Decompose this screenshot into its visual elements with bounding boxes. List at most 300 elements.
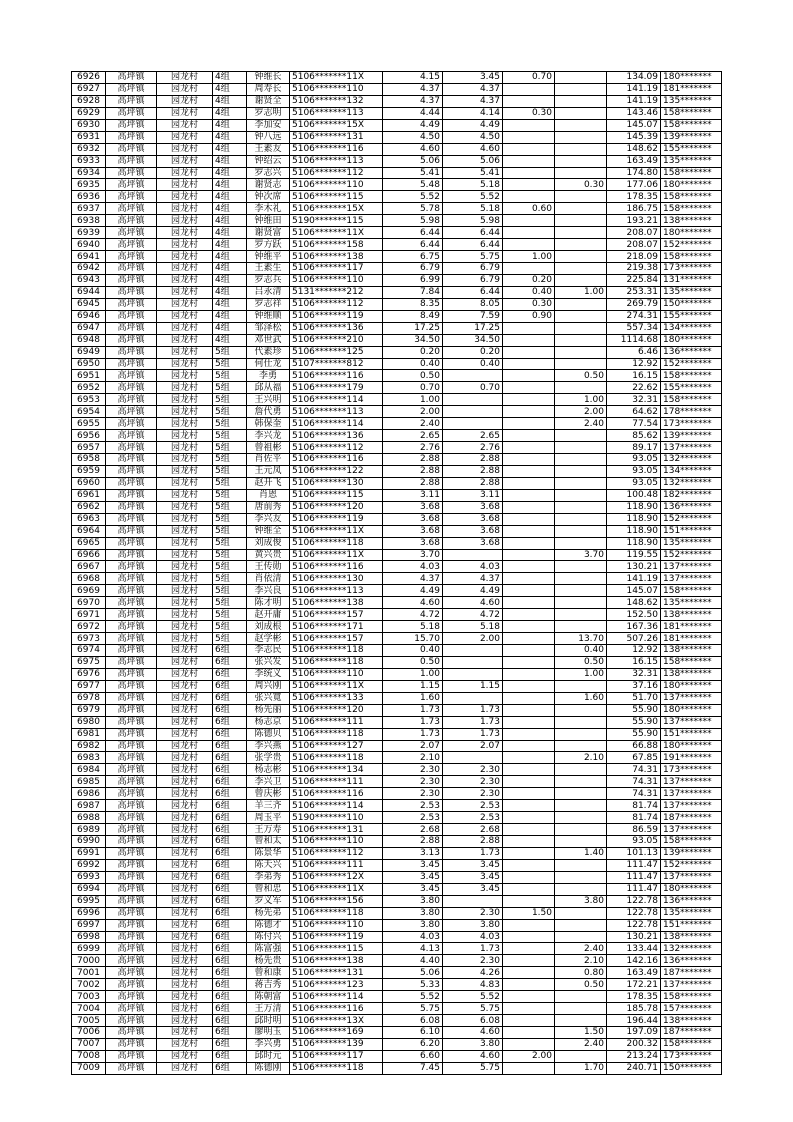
row-number-cell: 6938 bbox=[72, 215, 106, 227]
total-area-cell: 4.15 bbox=[383, 72, 443, 84]
id-number-cell: 5106*******118 bbox=[290, 728, 383, 740]
area-b-cell bbox=[503, 465, 555, 477]
phone-number-cell: 134******* bbox=[661, 322, 722, 334]
total-area-cell: 4.44 bbox=[383, 107, 443, 119]
area-a-cell bbox=[443, 406, 503, 418]
group-name-cell: 4组 bbox=[213, 191, 247, 203]
person-name-cell: 李木礼 bbox=[247, 203, 290, 215]
subsidy-amount-cell: 111.47 bbox=[607, 871, 661, 883]
subsidy-amount-cell: 37.16 bbox=[607, 680, 661, 692]
group-name-cell: 6组 bbox=[213, 907, 247, 919]
area-a-cell: 2.30 bbox=[443, 764, 503, 776]
group-name-cell: 6组 bbox=[213, 680, 247, 692]
table-row bbox=[72, 645, 722, 657]
area-c-cell bbox=[555, 513, 607, 525]
subsidy-amount-cell: 145.39 bbox=[607, 131, 661, 143]
table-row bbox=[72, 1003, 722, 1015]
area-a-cell: 2.53 bbox=[443, 812, 503, 824]
total-area-cell: 6.44 bbox=[383, 239, 443, 251]
table-row bbox=[72, 418, 722, 430]
total-area-cell: 3.68 bbox=[383, 525, 443, 537]
table-row bbox=[72, 621, 722, 633]
id-number-cell: 5106*******125 bbox=[290, 346, 383, 358]
row-number-cell: 6940 bbox=[72, 239, 106, 251]
area-c-cell bbox=[555, 824, 607, 836]
phone-number-cell: 137******* bbox=[661, 573, 722, 585]
row-number-cell: 6953 bbox=[72, 394, 106, 406]
total-area-cell: 6.20 bbox=[383, 1038, 443, 1050]
area-c-cell: 2.40 bbox=[555, 418, 607, 430]
id-number-cell: 5106*******113 bbox=[290, 406, 383, 418]
town-name-cell: 高坪镇 bbox=[106, 728, 157, 740]
subsidy-amount-cell: 141.19 bbox=[607, 95, 661, 107]
subsidy-amount-cell: 119.55 bbox=[607, 549, 661, 561]
id-number-cell: 5106*******115 bbox=[290, 489, 383, 501]
area-a-cell: 3.45 bbox=[443, 859, 503, 871]
area-c-cell bbox=[555, 215, 607, 227]
village-name-cell: 园龙村 bbox=[157, 167, 213, 179]
area-c-cell bbox=[555, 728, 607, 740]
area-a-cell bbox=[443, 692, 503, 704]
area-a-cell: 6.44 bbox=[443, 286, 503, 298]
subsidy-amount-cell: 145.07 bbox=[607, 585, 661, 597]
town-name-cell: 高坪镇 bbox=[106, 871, 157, 883]
area-b-cell bbox=[503, 919, 555, 931]
village-name-cell: 园龙村 bbox=[157, 274, 213, 286]
person-name-cell: 李兴卫 bbox=[247, 776, 290, 788]
group-name-cell: 5组 bbox=[213, 382, 247, 394]
phone-number-cell: 132******* bbox=[661, 477, 722, 489]
area-b-cell bbox=[503, 442, 555, 454]
village-name-cell: 园龙村 bbox=[157, 239, 213, 251]
area-b-cell: 0.30 bbox=[503, 298, 555, 310]
group-name-cell: 6组 bbox=[213, 919, 247, 931]
id-number-cell: 5106*******131 bbox=[290, 131, 383, 143]
id-number-cell: 5106*******110 bbox=[290, 836, 383, 848]
area-b-cell bbox=[503, 406, 555, 418]
person-name-cell: 罗志祥 bbox=[247, 298, 290, 310]
row-number-cell: 6939 bbox=[72, 227, 106, 239]
table-row bbox=[72, 788, 722, 800]
total-area-cell: 2.53 bbox=[383, 812, 443, 824]
total-area-cell: 6.79 bbox=[383, 263, 443, 275]
total-area-cell: 1.73 bbox=[383, 728, 443, 740]
total-area-cell: 1.73 bbox=[383, 716, 443, 728]
area-a-cell: 4.49 bbox=[443, 585, 503, 597]
town-name-cell: 高坪镇 bbox=[106, 286, 157, 298]
subsidy-amount-cell: 1114.68 bbox=[607, 334, 661, 346]
subsidy-amount-cell: 218.09 bbox=[607, 251, 661, 263]
table-row bbox=[72, 322, 722, 334]
subsidy-amount-cell: 93.05 bbox=[607, 836, 661, 848]
town-name-cell: 高坪镇 bbox=[106, 979, 157, 991]
group-name-cell: 5组 bbox=[213, 418, 247, 430]
town-name-cell: 高坪镇 bbox=[106, 513, 157, 525]
area-a-cell: 6.79 bbox=[443, 263, 503, 275]
area-b-cell: 0.30 bbox=[503, 107, 555, 119]
phone-number-cell: 158******* bbox=[661, 107, 722, 119]
area-a-cell: 5.41 bbox=[443, 167, 503, 179]
area-c-cell bbox=[555, 310, 607, 322]
area-b-cell bbox=[503, 824, 555, 836]
total-area-cell: 1.15 bbox=[383, 680, 443, 692]
area-b-cell bbox=[503, 740, 555, 752]
total-area-cell: 5.48 bbox=[383, 179, 443, 191]
total-area-cell: 0.40 bbox=[383, 358, 443, 370]
subsidy-amount-cell: 196.44 bbox=[607, 1015, 661, 1027]
area-b-cell bbox=[503, 131, 555, 143]
table-row bbox=[72, 871, 722, 883]
group-name-cell: 6组 bbox=[213, 800, 247, 812]
table-row bbox=[72, 585, 722, 597]
area-a-cell bbox=[443, 418, 503, 430]
group-name-cell: 4组 bbox=[213, 83, 247, 95]
phone-number-cell: 137******* bbox=[661, 871, 722, 883]
area-c-cell bbox=[555, 573, 607, 585]
id-number-cell: 5106*******115 bbox=[290, 943, 383, 955]
group-name-cell: 6组 bbox=[213, 1003, 247, 1015]
subsidy-amount-cell: 85.62 bbox=[607, 430, 661, 442]
town-name-cell: 高坪镇 bbox=[106, 597, 157, 609]
person-name-cell: 周兴刚 bbox=[247, 680, 290, 692]
table-row bbox=[72, 943, 722, 955]
area-b-cell bbox=[503, 83, 555, 95]
town-name-cell: 高坪镇 bbox=[106, 704, 157, 716]
total-area-cell: 2.68 bbox=[383, 824, 443, 836]
area-b-cell bbox=[503, 788, 555, 800]
area-b-cell: 1.00 bbox=[503, 251, 555, 263]
phone-number-cell: 152******* bbox=[661, 239, 722, 251]
row-number-cell: 6950 bbox=[72, 358, 106, 370]
area-c-cell bbox=[555, 907, 607, 919]
table-row bbox=[72, 800, 722, 812]
area-c-cell bbox=[555, 107, 607, 119]
row-number-cell: 6981 bbox=[72, 728, 106, 740]
village-name-cell: 园龙村 bbox=[157, 155, 213, 167]
town-name-cell: 高坪镇 bbox=[106, 967, 157, 979]
phone-number-cell: 158******* bbox=[661, 370, 722, 382]
person-name-cell: 陈德才 bbox=[247, 919, 290, 931]
subsidy-amount-cell: 177.06 bbox=[607, 179, 661, 191]
village-name-cell: 园龙村 bbox=[157, 430, 213, 442]
person-name-cell: 赵开庸 bbox=[247, 609, 290, 621]
row-number-cell: 6949 bbox=[72, 346, 106, 358]
total-area-cell: 5.52 bbox=[383, 991, 443, 1003]
total-area-cell: 34.50 bbox=[383, 334, 443, 346]
table-row bbox=[72, 740, 722, 752]
village-name-cell: 园龙村 bbox=[157, 680, 213, 692]
area-a-cell: 3.45 bbox=[443, 883, 503, 895]
area-b-cell bbox=[503, 859, 555, 871]
area-c-cell bbox=[555, 442, 607, 454]
id-number-cell: 5106*******111 bbox=[290, 716, 383, 728]
total-area-cell: 3.80 bbox=[383, 895, 443, 907]
row-number-cell: 7002 bbox=[72, 979, 106, 991]
person-name-cell: 钟维顺 bbox=[247, 310, 290, 322]
subsidy-amount-cell: 200.32 bbox=[607, 1038, 661, 1050]
area-c-cell bbox=[555, 812, 607, 824]
group-name-cell: 6组 bbox=[213, 1050, 247, 1062]
area-c-cell bbox=[555, 836, 607, 848]
town-name-cell: 高坪镇 bbox=[106, 489, 157, 501]
village-name-cell: 园龙村 bbox=[157, 525, 213, 537]
area-b-cell bbox=[503, 358, 555, 370]
area-b-cell: 0.40 bbox=[503, 286, 555, 298]
area-b-cell bbox=[503, 883, 555, 895]
person-name-cell: 陈付兴 bbox=[247, 931, 290, 943]
area-b-cell bbox=[503, 931, 555, 943]
row-number-cell: 6975 bbox=[72, 656, 106, 668]
person-name-cell: 邱从福 bbox=[247, 382, 290, 394]
subsidy-amount-cell: 178.35 bbox=[607, 191, 661, 203]
person-name-cell: 罗志兵 bbox=[247, 274, 290, 286]
total-area-cell: 4.50 bbox=[383, 131, 443, 143]
village-name-cell: 园龙村 bbox=[157, 979, 213, 991]
group-name-cell: 4组 bbox=[213, 298, 247, 310]
area-a-cell: 3.68 bbox=[443, 525, 503, 537]
total-area-cell: 2.88 bbox=[383, 836, 443, 848]
area-c-cell bbox=[555, 585, 607, 597]
id-number-cell: 5106*******116 bbox=[290, 370, 383, 382]
table-row bbox=[72, 406, 722, 418]
area-b-cell bbox=[503, 895, 555, 907]
person-name-cell: 李弟秀 bbox=[247, 871, 290, 883]
person-name-cell: 钟维平 bbox=[247, 251, 290, 263]
area-a-cell bbox=[443, 370, 503, 382]
subsidy-amount-cell: 167.36 bbox=[607, 621, 661, 633]
table-row bbox=[72, 239, 722, 251]
id-number-cell: 5106*******15X bbox=[290, 119, 383, 131]
town-name-cell: 高坪镇 bbox=[106, 752, 157, 764]
person-name-cell: 詹代勇 bbox=[247, 406, 290, 418]
area-b-cell bbox=[503, 943, 555, 955]
row-number-cell: 6931 bbox=[72, 131, 106, 143]
phone-number-cell: 132******* bbox=[661, 454, 722, 466]
town-name-cell: 高坪镇 bbox=[106, 847, 157, 859]
row-number-cell: 6978 bbox=[72, 692, 106, 704]
group-name-cell: 6组 bbox=[213, 836, 247, 848]
subsidy-amount-cell: 178.35 bbox=[607, 991, 661, 1003]
person-name-cell: 肖依清 bbox=[247, 573, 290, 585]
group-name-cell: 6组 bbox=[213, 776, 247, 788]
town-name-cell: 高坪镇 bbox=[106, 680, 157, 692]
town-name-cell: 高坪镇 bbox=[106, 1015, 157, 1027]
row-number-cell: 6974 bbox=[72, 645, 106, 657]
group-name-cell: 4组 bbox=[213, 72, 247, 84]
id-number-cell: 5106*******179 bbox=[290, 382, 383, 394]
id-number-cell: 5106*******112 bbox=[290, 167, 383, 179]
group-name-cell: 4组 bbox=[213, 215, 247, 227]
total-area-cell: 4.03 bbox=[383, 561, 443, 573]
village-name-cell: 园龙村 bbox=[157, 800, 213, 812]
phone-number-cell: 138******* bbox=[661, 609, 722, 621]
row-number-cell: 6966 bbox=[72, 549, 106, 561]
person-name-cell: 代素珍 bbox=[247, 346, 290, 358]
town-name-cell: 高坪镇 bbox=[106, 1062, 157, 1074]
id-number-cell: 5106*******138 bbox=[290, 955, 383, 967]
subsidy-amount-cell: 16.15 bbox=[607, 656, 661, 668]
id-number-cell: 5106*******110 bbox=[290, 668, 383, 680]
phone-number-cell: 139******* bbox=[661, 131, 722, 143]
table-row bbox=[72, 346, 722, 358]
phone-number-cell: 155******* bbox=[661, 143, 722, 155]
area-b-cell bbox=[503, 645, 555, 657]
town-name-cell: 高坪镇 bbox=[106, 274, 157, 286]
person-name-cell: 王素生 bbox=[247, 263, 290, 275]
phone-number-cell: 137******* bbox=[661, 442, 722, 454]
area-a-cell bbox=[443, 656, 503, 668]
phone-number-cell: 158******* bbox=[661, 1038, 722, 1050]
village-name-cell: 园龙村 bbox=[157, 442, 213, 454]
village-name-cell: 园龙村 bbox=[157, 668, 213, 680]
group-name-cell: 4组 bbox=[213, 251, 247, 263]
person-name-cell: 杨先丽 bbox=[247, 704, 290, 716]
person-name-cell: 陈才明 bbox=[247, 597, 290, 609]
group-name-cell: 6组 bbox=[213, 656, 247, 668]
town-name-cell: 高坪镇 bbox=[106, 716, 157, 728]
group-name-cell: 6组 bbox=[213, 943, 247, 955]
table-row bbox=[72, 251, 722, 263]
table-row bbox=[72, 513, 722, 525]
total-area-cell: 4.60 bbox=[383, 597, 443, 609]
subsidy-amount-cell: 122.78 bbox=[607, 907, 661, 919]
area-a-cell: 4.03 bbox=[443, 561, 503, 573]
town-name-cell: 高坪镇 bbox=[106, 656, 157, 668]
table-row bbox=[72, 310, 722, 322]
phone-number-cell: 135******* bbox=[661, 286, 722, 298]
table-row bbox=[72, 382, 722, 394]
person-name-cell: 周寿长 bbox=[247, 83, 290, 95]
table-row bbox=[72, 370, 722, 382]
phone-number-cell: 180******* bbox=[661, 72, 722, 84]
group-name-cell: 6组 bbox=[213, 955, 247, 967]
area-a-cell: 5.75 bbox=[443, 251, 503, 263]
town-name-cell: 高坪镇 bbox=[106, 812, 157, 824]
area-c-cell: 1.40 bbox=[555, 847, 607, 859]
area-b-cell bbox=[503, 991, 555, 1003]
area-c-cell: 1.50 bbox=[555, 1027, 607, 1039]
id-number-cell: 5106*******116 bbox=[290, 561, 383, 573]
phone-number-cell: 173******* bbox=[661, 263, 722, 275]
area-b-cell bbox=[503, 155, 555, 167]
area-c-cell: 1.00 bbox=[555, 668, 607, 680]
total-area-cell: 1.00 bbox=[383, 668, 443, 680]
id-number-cell: 5106*******131 bbox=[290, 967, 383, 979]
id-number-cell: 5106*******130 bbox=[290, 477, 383, 489]
person-name-cell: 王元凤 bbox=[247, 465, 290, 477]
person-name-cell: 罗方跃 bbox=[247, 239, 290, 251]
row-number-cell: 6964 bbox=[72, 525, 106, 537]
total-area-cell: 1.00 bbox=[383, 394, 443, 406]
area-c-cell: 1.00 bbox=[555, 394, 607, 406]
area-c-cell bbox=[555, 465, 607, 477]
area-a-cell: 2.53 bbox=[443, 800, 503, 812]
person-name-cell: 谢贤全 bbox=[247, 95, 290, 107]
village-name-cell: 园龙村 bbox=[157, 645, 213, 657]
village-name-cell: 园龙村 bbox=[157, 1038, 213, 1050]
area-b-cell bbox=[503, 525, 555, 537]
group-name-cell: 5组 bbox=[213, 561, 247, 573]
village-name-cell: 园龙村 bbox=[157, 322, 213, 334]
subsidy-amount-cell: 93.05 bbox=[607, 465, 661, 477]
phone-number-cell: 152******* bbox=[661, 513, 722, 525]
town-name-cell: 高坪镇 bbox=[106, 418, 157, 430]
id-number-cell: 5106*******130 bbox=[290, 573, 383, 585]
table-row bbox=[72, 1015, 722, 1027]
row-number-cell: 6997 bbox=[72, 919, 106, 931]
area-c-cell bbox=[555, 203, 607, 215]
village-name-cell: 园龙村 bbox=[157, 227, 213, 239]
area-b-cell bbox=[503, 1062, 555, 1074]
subsidy-amount-cell: 507.26 bbox=[607, 633, 661, 645]
area-c-cell bbox=[555, 358, 607, 370]
total-area-cell: 5.06 bbox=[383, 155, 443, 167]
phone-number-cell: 137******* bbox=[661, 824, 722, 836]
area-b-cell bbox=[503, 979, 555, 991]
area-b-cell bbox=[503, 430, 555, 442]
area-c-cell bbox=[555, 561, 607, 573]
row-number-cell: 6935 bbox=[72, 179, 106, 191]
row-number-cell: 7004 bbox=[72, 1003, 106, 1015]
subsidy-amount-cell: 208.07 bbox=[607, 239, 661, 251]
area-c-cell bbox=[555, 621, 607, 633]
village-name-cell: 园龙村 bbox=[157, 1027, 213, 1039]
area-c-cell bbox=[555, 680, 607, 692]
id-number-cell: 5106*******157 bbox=[290, 633, 383, 645]
subsidy-amount-cell: 64.62 bbox=[607, 406, 661, 418]
person-name-cell: 谢贤志 bbox=[247, 179, 290, 191]
area-a-cell: 5.98 bbox=[443, 215, 503, 227]
village-name-cell: 园龙村 bbox=[157, 1062, 213, 1074]
total-area-cell: 3.70 bbox=[383, 549, 443, 561]
area-c-cell bbox=[555, 430, 607, 442]
area-c-cell bbox=[555, 167, 607, 179]
total-area-cell: 6.99 bbox=[383, 274, 443, 286]
village-name-cell: 园龙村 bbox=[157, 585, 213, 597]
total-area-cell: 4.37 bbox=[383, 95, 443, 107]
row-number-cell: 6989 bbox=[72, 824, 106, 836]
area-a-cell: 4.03 bbox=[443, 931, 503, 943]
village-name-cell: 园龙村 bbox=[157, 919, 213, 931]
area-a-cell: 3.68 bbox=[443, 537, 503, 549]
area-a-cell: 5.52 bbox=[443, 991, 503, 1003]
area-c-cell: 1.00 bbox=[555, 286, 607, 298]
group-name-cell: 6组 bbox=[213, 979, 247, 991]
row-number-cell: 6971 bbox=[72, 609, 106, 621]
total-area-cell: 3.80 bbox=[383, 907, 443, 919]
village-name-cell: 园龙村 bbox=[157, 573, 213, 585]
person-name-cell: 周玉平 bbox=[247, 812, 290, 824]
total-area-cell: 2.30 bbox=[383, 788, 443, 800]
area-c-cell bbox=[555, 155, 607, 167]
subsidy-amount-cell: 55.90 bbox=[607, 704, 661, 716]
area-c-cell bbox=[555, 991, 607, 1003]
town-name-cell: 高坪镇 bbox=[106, 824, 157, 836]
town-name-cell: 高坪镇 bbox=[106, 1003, 157, 1015]
total-area-cell: 15.70 bbox=[383, 633, 443, 645]
village-name-cell: 园龙村 bbox=[157, 824, 213, 836]
row-number-cell: 6977 bbox=[72, 680, 106, 692]
area-b-cell: 0.20 bbox=[503, 274, 555, 286]
table-row bbox=[72, 668, 722, 680]
phone-number-cell: 180******* bbox=[661, 740, 722, 752]
table-row bbox=[72, 812, 722, 824]
group-name-cell: 6组 bbox=[213, 967, 247, 979]
village-name-cell: 园龙村 bbox=[157, 72, 213, 84]
village-name-cell: 园龙村 bbox=[157, 621, 213, 633]
town-name-cell: 高坪镇 bbox=[106, 394, 157, 406]
person-name-cell: 钟绍云 bbox=[247, 155, 290, 167]
